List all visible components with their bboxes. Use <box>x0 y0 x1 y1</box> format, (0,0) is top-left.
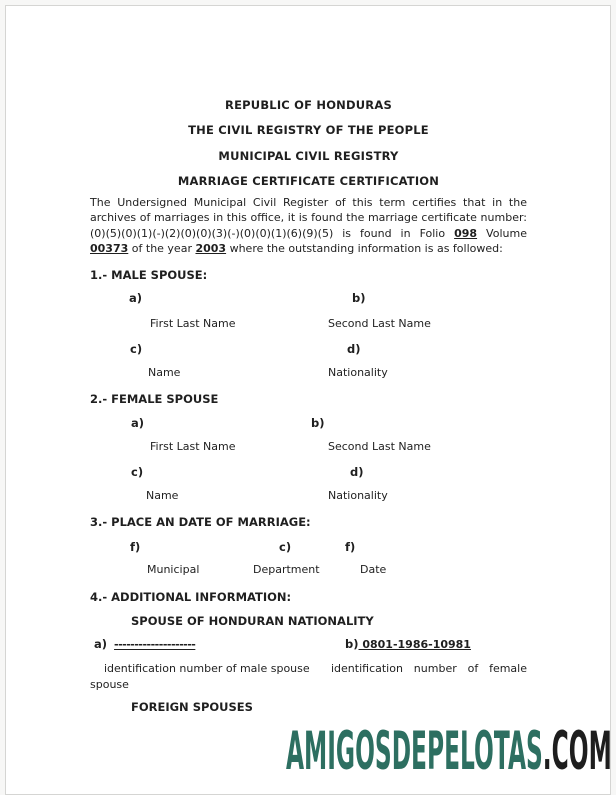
watermark-site-name: AMIGOSDEPELOTAS <box>286 721 543 782</box>
female-label-c: c) <box>131 465 144 479</box>
male-label-c: c) <box>130 342 143 356</box>
volume-number: 00373 <box>90 242 129 256</box>
place-label-f1: f) <box>130 540 141 554</box>
section-additional-title: 4.- ADDITIONAL INFORMATION: <box>90 590 292 604</box>
male-field-first-last-name: First Last Name <box>150 317 236 330</box>
male-label-d: d) <box>347 342 361 356</box>
watermark-tld: .COM <box>542 721 612 782</box>
intro-text-1: The Undersigned Municipal Civil Register of this term certifies that in the archives of marriages in this office, it is found the marriage certificate number: (0)(5)(0)(1)(-)(2)(0)(0)(3)(-)(0)(0)(1)(6)(9)(5) is found in Folio <box>90 196 527 240</box>
male-field-nationality: Nationality <box>328 366 388 379</box>
header-civil-registry: THE CIVIL REGISTRY OF THE PEOPLE <box>188 123 429 137</box>
female-field-first-last-name: First Last Name <box>150 440 236 453</box>
additional-label-b: b) <box>345 637 359 651</box>
intro-text-2: Volume <box>477 226 527 240</box>
female-label-b: b) <box>311 416 325 430</box>
female-id-number: 0801-1986-10981 <box>358 638 471 651</box>
watermark <box>286 721 616 782</box>
place-label-f2: f) <box>345 540 356 554</box>
year-value: 2003 <box>195 242 227 256</box>
watermark-text <box>286 721 612 782</box>
caption-male-id: identification number of male spouse <box>104 662 310 675</box>
male-field-name: Name <box>148 366 181 379</box>
additional-row-a <box>94 637 195 651</box>
header-republic: REPUBLIC OF HONDURAS <box>225 98 392 112</box>
subtitle-foreign-spouses: FOREIGN SPOUSES <box>131 700 253 714</box>
intro-text-3: of the year <box>128 242 196 256</box>
male-label-a: a) <box>129 291 143 305</box>
intro-paragraph <box>90 195 527 257</box>
male-label-b: b) <box>352 291 366 305</box>
header-certification: MARRIAGE CERTIFICATE CERTIFICATION <box>177 174 440 188</box>
female-field-name: Name <box>146 489 179 502</box>
additional-row-b <box>345 637 471 651</box>
folio-number: 098 <box>454 226 478 240</box>
place-field-date: Date <box>360 563 387 576</box>
female-field-second-last-name: Second Last Name <box>328 440 431 453</box>
female-label-a: a) <box>131 416 145 430</box>
male-field-second-last-name: Second Last Name <box>328 317 431 330</box>
caption-female-id-line1: identification number of female <box>331 662 527 675</box>
place-label-c: c) <box>279 540 292 554</box>
female-label-d: d) <box>350 465 364 479</box>
place-field-municipal: Municipal <box>147 563 200 576</box>
intro-text-4: where the outstanding information is as followed: <box>226 242 503 256</box>
male-id-placeholder-dashes: -------------------- <box>114 638 196 651</box>
caption-female-id-line2: spouse <box>90 678 129 691</box>
subtitle-honduran-nationality: SPOUSE OF HONDURAN NATIONALITY <box>131 614 374 628</box>
place-field-department: Department <box>253 563 320 576</box>
section-place-date-title: 3.- PLACE AN DATE OF MARRIAGE: <box>90 515 311 529</box>
header-municipal: MUNICIPAL CIVIL REGISTRY <box>218 149 399 163</box>
section-male-spouse-title: 1.- MALE SPOUSE: <box>90 268 208 282</box>
additional-label-a: a) <box>94 637 108 651</box>
section-female-spouse-title: 2.- FEMALE SPOUSE <box>90 392 219 406</box>
female-field-nationality: Nationality <box>328 489 388 502</box>
